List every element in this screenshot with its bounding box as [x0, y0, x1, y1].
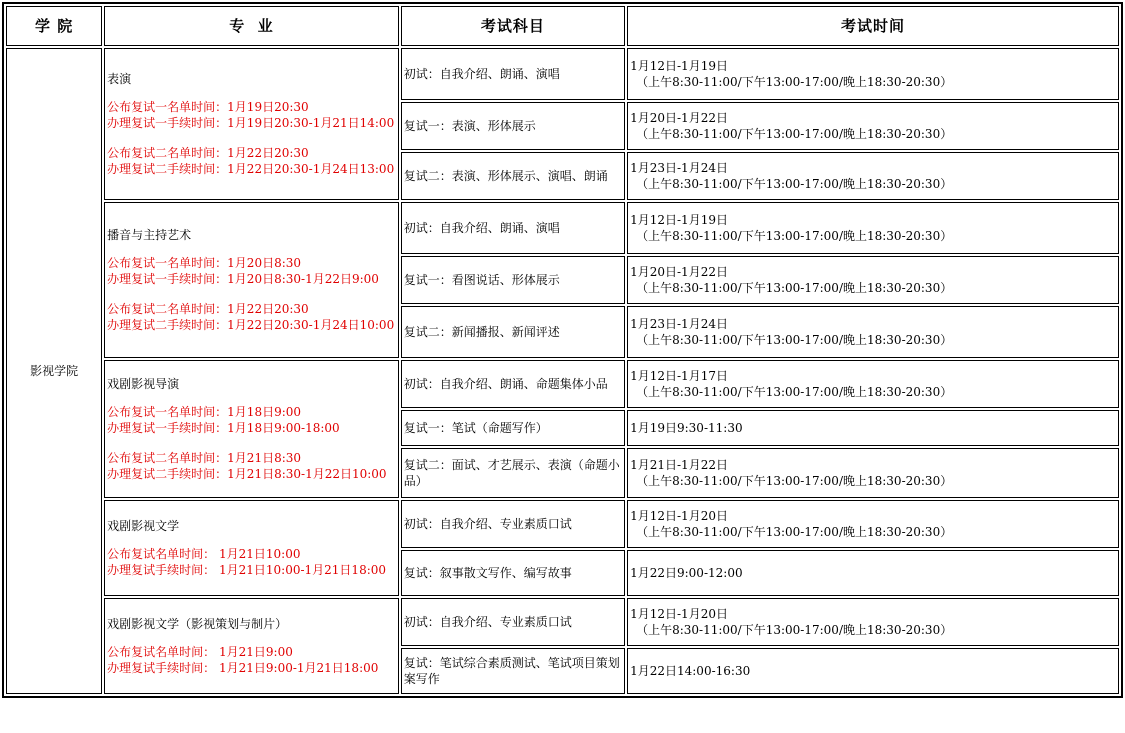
exam-session-hours: （上午8:30-11:00/下午13:00-17:00/晚上18:30-20:30）	[636, 623, 953, 637]
notice-line: 公布复试一名单时间：1月18日9:00	[107, 405, 302, 419]
major-cell	[104, 500, 399, 596]
exam-date: 1月20日-1月22日	[630, 265, 728, 279]
exam-time	[627, 202, 1119, 254]
table-row	[6, 598, 1119, 646]
table-row	[6, 202, 1119, 254]
notice-line: 公布复试名单时间： 1月21日9:00	[107, 645, 293, 659]
notice-line: 公布复试一名单时间：1月20日8:30	[107, 256, 302, 270]
major-name: 戏剧影视文学（影视策划与制片）	[107, 617, 288, 631]
notice-line: 公布复试一名单时间：1月19日20:30	[107, 100, 309, 114]
exam-subject: 初试：自我介绍、朗诵、演唱	[401, 202, 625, 254]
exam-subject: 复试一：表演、形体展示	[401, 102, 625, 150]
exam-time	[627, 360, 1119, 408]
exam-session-hours: （上午8:30-11:00/下午13:00-17:00/晚上18:30-20:30）	[636, 75, 953, 89]
exam-time	[627, 152, 1119, 200]
exam-date: 1月12日-1月20日	[630, 607, 728, 621]
exam-time	[627, 48, 1119, 100]
exam-schedule-table	[2, 2, 1123, 698]
exam-time	[627, 256, 1119, 304]
notice-group	[107, 546, 396, 578]
exam-session-hours: （上午8:30-11:00/下午13:00-17:00/晚上18:30-20:30）	[636, 333, 953, 347]
exam-time	[627, 648, 1119, 694]
exam-date: 1月12日-1月19日	[630, 59, 728, 73]
exam-session-hours: （上午8:30-11:00/下午13:00-17:00/晚上18:30-20:30）	[636, 229, 953, 243]
exam-subject: 复试二：面试、才艺展示、表演（命题小品）	[401, 448, 625, 498]
exam-time	[627, 448, 1119, 498]
major-cell	[104, 48, 399, 200]
exam-date: 1月12日-1月19日	[630, 213, 728, 227]
notice-group	[107, 145, 396, 177]
notice-line: 公布复试二名单时间：1月21日8:30	[107, 451, 302, 465]
exam-subject: 复试：笔试综合素质测试、笔试项目策划案写作	[401, 648, 625, 694]
exam-subject: 复试一：笔试（命题写作）	[401, 410, 625, 446]
exam-date: 1月20日-1月22日	[630, 111, 728, 125]
header-time: 考试时间	[627, 6, 1119, 46]
notice-group	[107, 644, 396, 676]
notice-line: 办理复试手续时间： 1月21日10:00-1月21日18:00	[107, 563, 387, 577]
major-cell	[104, 360, 399, 498]
exam-session-hours: （上午8:30-11:00/下午13:00-17:00/晚上18:30-20:30）	[636, 474, 953, 488]
header-college: 学 院	[6, 6, 102, 46]
exam-time	[627, 550, 1119, 596]
exam-date: 1月12日-1月20日	[630, 509, 728, 523]
notice-group	[107, 99, 396, 131]
notice-line: 公布复试二名单时间：1月22日20:30	[107, 302, 309, 316]
notice-group	[107, 450, 396, 482]
exam-subject: 复试：叙事散文写作、编写故事	[401, 550, 625, 596]
header-subject: 考试科目	[401, 6, 625, 46]
header-row	[6, 6, 1119, 46]
exam-subject: 初试：自我介绍、朗诵、演唱	[401, 48, 625, 100]
notice-line: 办理复试一手续时间：1月19日20:30-1月21日14:00	[107, 116, 395, 130]
exam-date: 1月23日-1月24日	[630, 317, 728, 331]
exam-time	[627, 500, 1119, 548]
major-name: 播音与主持艺术	[107, 228, 192, 242]
major-name: 戏剧影视导演	[107, 377, 180, 391]
exam-subject: 初试：自我介绍、朗诵、命题集体小品	[401, 360, 625, 408]
exam-session-hours: （上午8:30-11:00/下午13:00-17:00/晚上18:30-20:30）	[636, 281, 953, 295]
exam-date: 1月22日9:00-12:00	[630, 566, 743, 580]
exam-session-hours: （上午8:30-11:00/下午13:00-17:00/晚上18:30-20:30）	[636, 385, 953, 399]
notice-line: 办理复试二手续时间：1月22日20:30-1月24日10:00	[107, 318, 395, 332]
header-major: 专 业	[104, 6, 399, 46]
exam-time	[627, 598, 1119, 646]
exam-date: 1月12日-1月17日	[630, 369, 728, 383]
exam-date: 1月19日9:30-11:30	[630, 421, 743, 435]
college-cell: 影视学院	[6, 48, 102, 694]
table-row	[6, 360, 1119, 408]
notice-line: 公布复试二名单时间：1月22日20:30	[107, 146, 309, 160]
exam-date: 1月23日-1月24日	[630, 161, 728, 175]
table-row	[6, 48, 1119, 100]
notice-line: 办理复试二手续时间：1月21日8:30-1月22日10:00	[107, 467, 387, 481]
notice-line: 办理复试二手续时间：1月22日20:30-1月24日13:00	[107, 162, 395, 176]
exam-subject: 复试二：表演、形体展示、演唱、朗诵	[401, 152, 625, 200]
major-name: 表演	[107, 72, 132, 86]
exam-time	[627, 306, 1119, 358]
notice-group	[107, 255, 396, 287]
notice-group	[107, 301, 396, 333]
exam-date: 1月21日-1月22日	[630, 458, 728, 472]
major-cell	[104, 202, 399, 358]
notice-line: 公布复试名单时间： 1月21日10:00	[107, 547, 301, 561]
notice-group	[107, 404, 396, 436]
exam-session-hours: （上午8:30-11:00/下午13:00-17:00/晚上18:30-20:30）	[636, 127, 953, 141]
exam-subject: 复试一：看图说话、形体展示	[401, 256, 625, 304]
exam-subject: 复试二：新闻播报、新闻评述	[401, 306, 625, 358]
notice-line: 办理复试一手续时间：1月20日8:30-1月22日9:00	[107, 272, 379, 286]
major-cell	[104, 598, 399, 694]
exam-date: 1月22日14:00-16:30	[630, 664, 751, 678]
exam-subject: 初试：自我介绍、专业素质口试	[401, 500, 625, 548]
exam-time	[627, 410, 1119, 446]
table-row	[6, 500, 1119, 548]
exam-subject: 初试：自我介绍、专业素质口试	[401, 598, 625, 646]
notice-line: 办理复试手续时间： 1月21日9:00-1月21日18:00	[107, 661, 379, 675]
exam-session-hours: （上午8:30-11:00/下午13:00-17:00/晚上18:30-20:30）	[636, 525, 953, 539]
exam-session-hours: （上午8:30-11:00/下午13:00-17:00/晚上18:30-20:30）	[636, 177, 953, 191]
schedule-body	[6, 48, 1119, 694]
exam-time	[627, 102, 1119, 150]
major-name: 戏剧影视文学	[107, 519, 180, 533]
notice-line: 办理复试一手续时间：1月18日9:00-18:00	[107, 421, 340, 435]
